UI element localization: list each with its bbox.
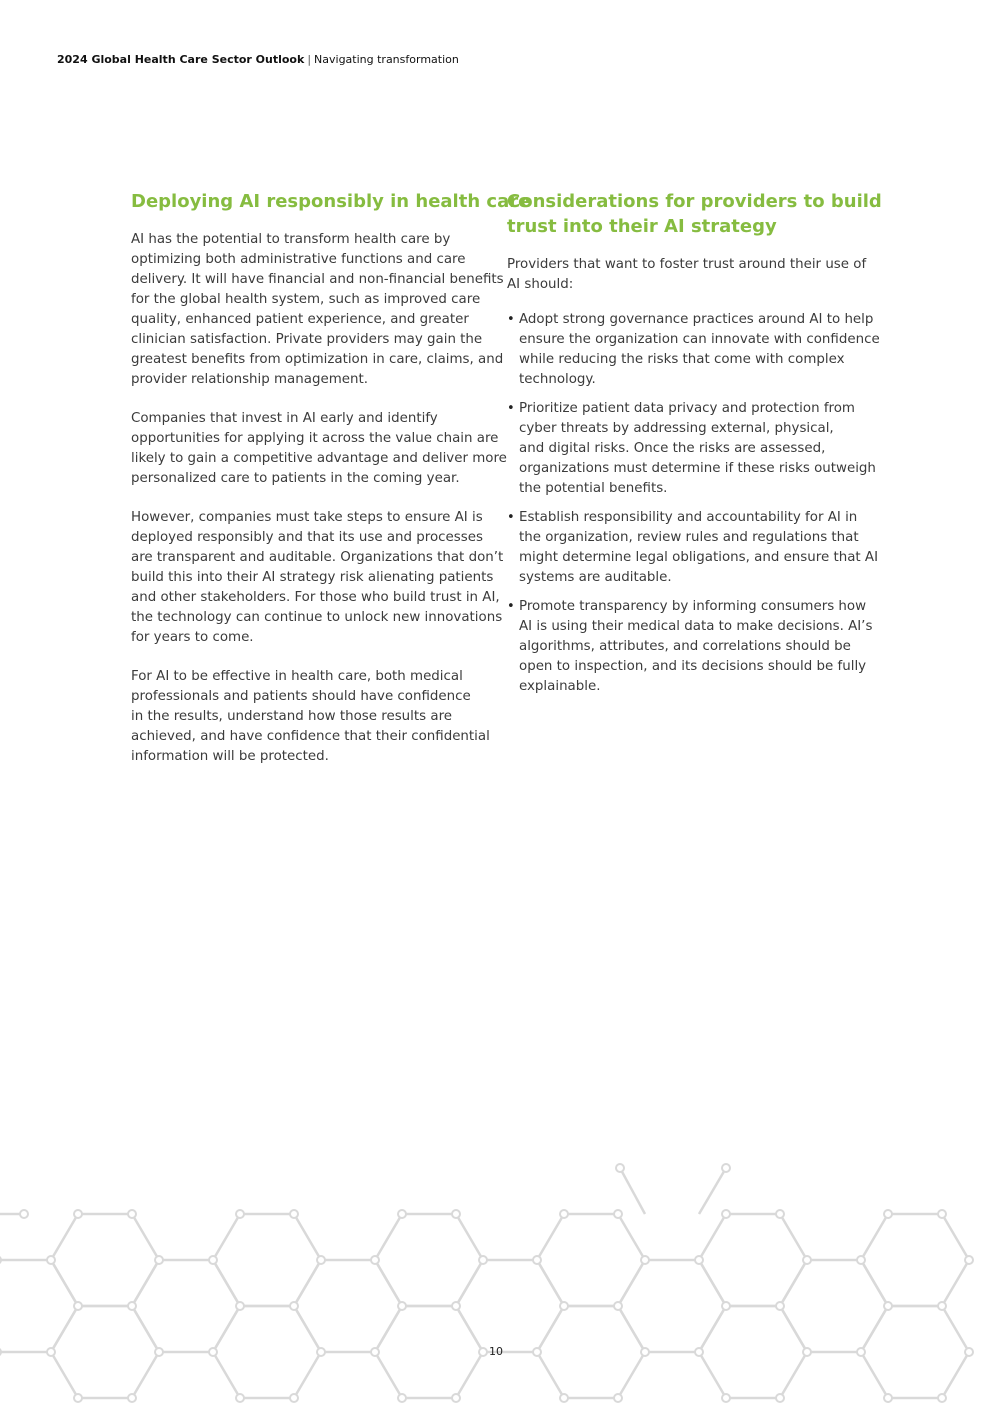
- network-node: [128, 1394, 136, 1402]
- text-line: Prioritize patient data privacy and protection from: [519, 401, 855, 416]
- hexagon-outline: [861, 1214, 969, 1306]
- hexagon-outline: [51, 1214, 159, 1306]
- text-line: the potential benefits.: [519, 481, 668, 496]
- text-line: provider relationship management.: [131, 372, 368, 387]
- network-node: [776, 1394, 784, 1402]
- text-line: Adopt strong governance practices around AI to help: [519, 312, 874, 327]
- network-node: [452, 1302, 460, 1310]
- text-line: while reducing the risks that come with complex: [519, 352, 845, 367]
- text-line: Providers that want to foster trust around their use of: [507, 257, 867, 272]
- text-line: for the global health system, such as improved care: [131, 292, 481, 307]
- text-line: AI should:: [507, 277, 574, 292]
- network-node: [776, 1210, 784, 1218]
- network-node: [884, 1210, 892, 1218]
- text-line: open to inspection, and its decisions should be fully: [519, 659, 867, 674]
- text-line: technology.: [519, 372, 596, 387]
- network-node: [290, 1394, 298, 1402]
- text-line: the technology can continue to unlock new innovations: [131, 610, 503, 625]
- page-number: 10: [489, 1345, 503, 1358]
- network-node: [857, 1256, 865, 1264]
- hexagon-outline: [618, 1260, 726, 1352]
- network-node: [236, 1302, 244, 1310]
- left-paragraph-2: [131, 409, 507, 489]
- network-node: [884, 1302, 892, 1310]
- text-line: algorithms, attributes, and correlations should be: [519, 639, 851, 654]
- network-node: [452, 1210, 460, 1218]
- bullet-icon: •: [507, 510, 515, 525]
- network-node: [560, 1394, 568, 1402]
- network-node: [776, 1302, 784, 1310]
- hexagon-outline: [294, 1260, 402, 1352]
- network-node: [452, 1394, 460, 1402]
- network-node: [74, 1302, 82, 1310]
- network-node: [533, 1256, 541, 1264]
- considerations-list: [507, 310, 880, 697]
- network-node: [938, 1302, 946, 1310]
- hexagon-outline: [375, 1214, 483, 1306]
- text-line: and digital risks. Once the risks are assessed,: [519, 441, 826, 456]
- hexagon-outline: [0, 1260, 78, 1352]
- network-node: [722, 1302, 730, 1310]
- text-line: cyber threats by addressing external, physical,: [519, 421, 834, 436]
- network-node: [74, 1210, 82, 1218]
- network-node: [398, 1394, 406, 1402]
- text-line: are transparent and auditable. Organizations that don’t: [131, 550, 504, 565]
- network-node: [128, 1302, 136, 1310]
- left-paragraph-1: [131, 230, 504, 390]
- network-node: [695, 1256, 703, 1264]
- network-link: [699, 1168, 726, 1214]
- network-node: [479, 1256, 487, 1264]
- network-node: [128, 1210, 136, 1218]
- heading-line: Considerations for providers to build: [507, 191, 882, 212]
- network-node: [20, 1210, 28, 1218]
- text-line: Promote transparency by informing consumers how: [519, 599, 867, 614]
- network-node: [884, 1394, 892, 1402]
- text-line: organizations must determine if these risks outweigh: [519, 461, 876, 476]
- text-line: optimizing both administrative functions and care: [131, 252, 466, 267]
- network-node: [47, 1256, 55, 1264]
- header-separator: |: [307, 53, 312, 66]
- text-line: professionals and patients should have confidence: [131, 689, 471, 704]
- text-line: explainable.: [519, 679, 601, 694]
- network-node: [371, 1256, 379, 1264]
- network-node: [803, 1256, 811, 1264]
- hexagon-outline: [132, 1260, 240, 1352]
- document-title: 2024 Global Health Care Sector Outlook: [57, 53, 305, 66]
- bullet-icon: •: [507, 599, 515, 614]
- network-node: [0, 1256, 1, 1264]
- network-node: [209, 1256, 217, 1264]
- network-node: [236, 1210, 244, 1218]
- text-line: in the results, understand how those results are: [131, 709, 453, 724]
- network-node: [722, 1164, 730, 1172]
- hexagon-network-decoration: [0, 1160, 992, 1403]
- network-node: [560, 1302, 568, 1310]
- network-node: [722, 1394, 730, 1402]
- text-line: ensure the organization can innovate with confidence: [519, 332, 880, 347]
- hexagon-outline: [699, 1214, 807, 1306]
- left-column: [131, 189, 531, 786]
- network-node: [290, 1210, 298, 1218]
- network-node: [614, 1394, 622, 1402]
- text-line: AI has the potential to transform health care by: [131, 232, 451, 247]
- text-line: might determine legal obligations, and ensure that AI: [519, 550, 879, 565]
- text-line: build this into their AI strategy risk alienating patients: [131, 570, 494, 585]
- hexagon-outline: [537, 1214, 645, 1306]
- list-item: [507, 508, 879, 588]
- text-line: For AI to be effective in health care, both medical: [131, 669, 463, 684]
- heading-line: trust into their AI strategy: [507, 216, 777, 237]
- text-line: clinician satisfaction. Private providers may gain the: [131, 332, 483, 347]
- document-subtitle: Navigating transformation: [314, 53, 459, 66]
- left-paragraph-3: [131, 508, 504, 648]
- running-header: [57, 53, 459, 66]
- text-line: AI is using their medical data to make decisions. AI’s: [519, 619, 873, 634]
- text-line: for years to come.: [131, 630, 254, 645]
- text-line: delivery. It will have financial and non-financial benefits: [131, 272, 504, 287]
- text-line: achieved, and have confidence that their confidential: [131, 729, 490, 744]
- network-node: [290, 1302, 298, 1310]
- network-node: [317, 1256, 325, 1264]
- text-line: greatest benefits from optimization in care, claims, and: [131, 352, 504, 367]
- network-node: [74, 1394, 82, 1402]
- right-heading: [507, 189, 882, 239]
- network-node: [614, 1302, 622, 1310]
- right-intro: [507, 255, 867, 295]
- left-paragraph-4: [131, 667, 491, 767]
- text-line: Establish responsibility and accountability for AI in: [519, 510, 858, 525]
- text-line: opportunities for applying it across the value chain are: [131, 431, 499, 446]
- network-node: [722, 1210, 730, 1218]
- text-line: likely to gain a competitive advantage and deliver more: [131, 451, 507, 466]
- text-line: and other stakeholders. For those who build trust in AI,: [131, 590, 500, 605]
- list-item: [507, 597, 873, 697]
- text-line: information will be protected.: [131, 749, 329, 764]
- left-heading: Deploying AI responsibly in health care: [131, 191, 531, 212]
- bullet-icon: •: [507, 401, 515, 416]
- network-node: [641, 1256, 649, 1264]
- text-line: deployed responsibly and that its use and processes: [131, 530, 483, 545]
- text-line: personalized care to patients in the coming year.: [131, 471, 460, 486]
- network-node: [398, 1210, 406, 1218]
- text-line: quality, enhanced patient experience, and greater: [131, 312, 469, 327]
- text-line: However, companies must take steps to ensure AI is: [131, 510, 483, 525]
- network-node: [616, 1164, 624, 1172]
- network-node: [965, 1256, 973, 1264]
- network-node: [938, 1394, 946, 1402]
- hexagon-outline: [456, 1260, 564, 1352]
- network-node: [155, 1256, 163, 1264]
- network-node: [614, 1210, 622, 1218]
- hexagon-outline: [213, 1214, 321, 1306]
- hexagon-outline: [780, 1260, 888, 1352]
- text-line: Companies that invest in AI early and identify: [131, 411, 438, 426]
- network-node: [938, 1210, 946, 1218]
- right-column: [507, 189, 882, 706]
- text-line: systems are auditable.: [519, 570, 672, 585]
- network-node: [236, 1394, 244, 1402]
- list-item: [507, 399, 876, 499]
- network-link: [620, 1168, 645, 1214]
- network-node: [398, 1302, 406, 1310]
- bullet-icon: •: [507, 312, 515, 327]
- network-node: [560, 1210, 568, 1218]
- text-line: the organization, review rules and regulations that: [519, 530, 859, 545]
- list-item: [507, 310, 880, 390]
